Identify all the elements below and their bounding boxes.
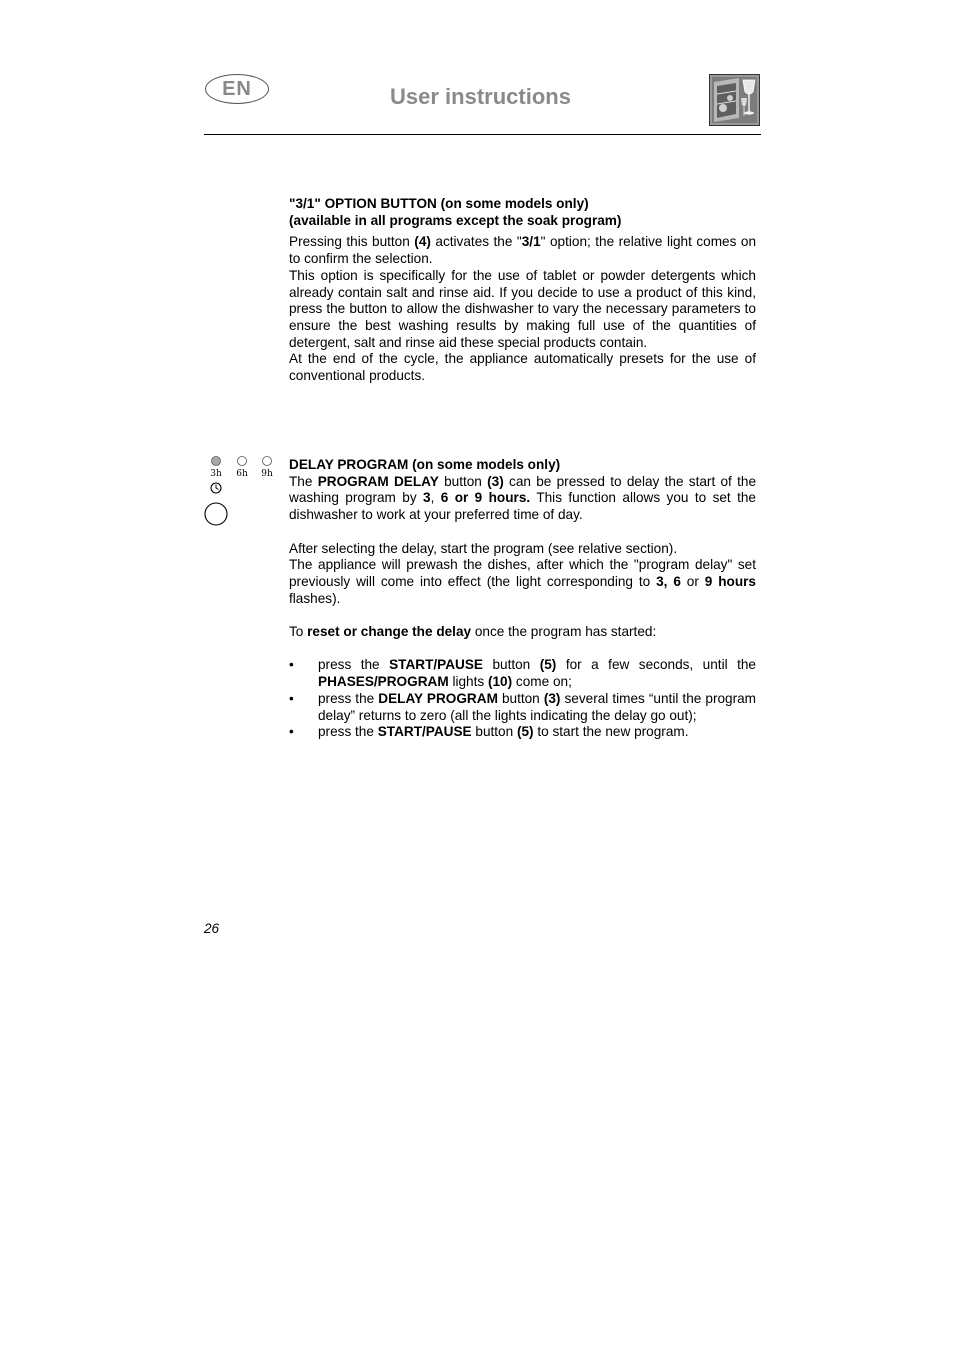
delay-paragraph-3: The appliance will prewash the dishes, after which the "program delay" set previously will come into effect (the light corresponding to 3, 6 or 9 hours flashes). <box>289 557 756 606</box>
delay-light-6h-icon <box>238 457 247 466</box>
bold-text: (5) <box>539 657 557 673</box>
delay-heading: DELAY PROGRAM (on some models only) <box>289 457 561 472</box>
option-heading-line2: (available in all programs except the soak program) <box>289 212 622 228</box>
delay-paragraph-4: To reset or change the delay once the program has started: <box>289 624 657 639</box>
option-paragraph-2: This option is specifically for the use of tablet or powder detergents which already contain salt and rinse aid. If you decide to use a product of this kind, press the button to allow the dishwasher to vary the necessary parameters to ensure the best washing results by making full use of the quantities of detergent, salt and rinse aid these special products contain. <box>289 267 756 350</box>
delay-label-6h: 6h <box>236 469 248 479</box>
delay-light-9h-icon <box>263 457 272 466</box>
delay-paragraph-2: After selecting the delay, start the program (see relative section). <box>289 540 678 556</box>
option-heading-line1: "3/1" OPTION BUTTON (on some models only) <box>289 196 589 211</box>
bold-text: PROGRAM DELAY <box>317 473 439 489</box>
header-divider <box>204 134 761 135</box>
bold-text: PHASES/PROGRAM <box>318 674 449 690</box>
bold-text: reset or change the delay <box>307 624 472 639</box>
bold-text: 3/1 <box>521 234 541 250</box>
delay-indicator-icon <box>204 455 279 527</box>
page-number: 26 <box>204 921 220 936</box>
reset-steps-list <box>289 657 756 741</box>
language-badge: EN <box>205 74 269 104</box>
list-item: • press the DELAY PROGRAM button (3) several times “until the program delay” returns to zero (all the lights indicating the delay go out); <box>289 691 756 724</box>
bold-text: START/PAUSE <box>377 724 472 740</box>
bold-text: (4) <box>414 234 431 250</box>
bold-text: 3 <box>423 490 431 506</box>
list-item: • press the START/PAUSE button (5) for a few seconds, until the PHASES/PROGRAM lights (10) come on; <box>289 657 756 690</box>
dishwasher-glasses-photo-icon <box>709 74 760 126</box>
delay-button-icon <box>205 503 227 525</box>
option-paragraph-1: Pressing this button (4) activates the "3/1" option; the relative light comes on to confirm the selection. <box>289 234 757 267</box>
bold-text: 3, 6 <box>656 573 681 589</box>
bold-text: (5) <box>516 724 534 740</box>
bold-text: (3) <box>487 473 504 489</box>
delay-program-section <box>289 457 756 741</box>
clock-icon <box>211 483 221 493</box>
bold-text: 6 or 9 hours. <box>440 490 531 506</box>
delay-light-3h-icon <box>212 457 221 466</box>
bold-text: START/PAUSE <box>389 657 483 673</box>
delay-paragraph-1: The PROGRAM DELAY button (3) can be pressed to delay the start of the washing program by 3, 6 or 9 hours. This function allows you to set the dishwasher to work at your preferred time of day. <box>289 473 757 523</box>
bold-text: (10) <box>487 674 513 690</box>
bold-text: DELAY PROGRAM <box>378 690 498 706</box>
page-title: User instructions <box>390 84 571 109</box>
list-item: • press the START/PAUSE button (5) to start the new program. <box>289 724 756 741</box>
delay-label-9h: 9h <box>261 469 273 479</box>
bold-text: (3) <box>543 690 561 706</box>
option-button-section <box>289 196 756 385</box>
option-paragraph-3: At the end of the cycle, the appliance automatically presets for the use of conventional products. <box>289 351 756 384</box>
delay-label-3h: 3h <box>210 469 222 479</box>
bold-text: 9 hours <box>704 573 756 589</box>
